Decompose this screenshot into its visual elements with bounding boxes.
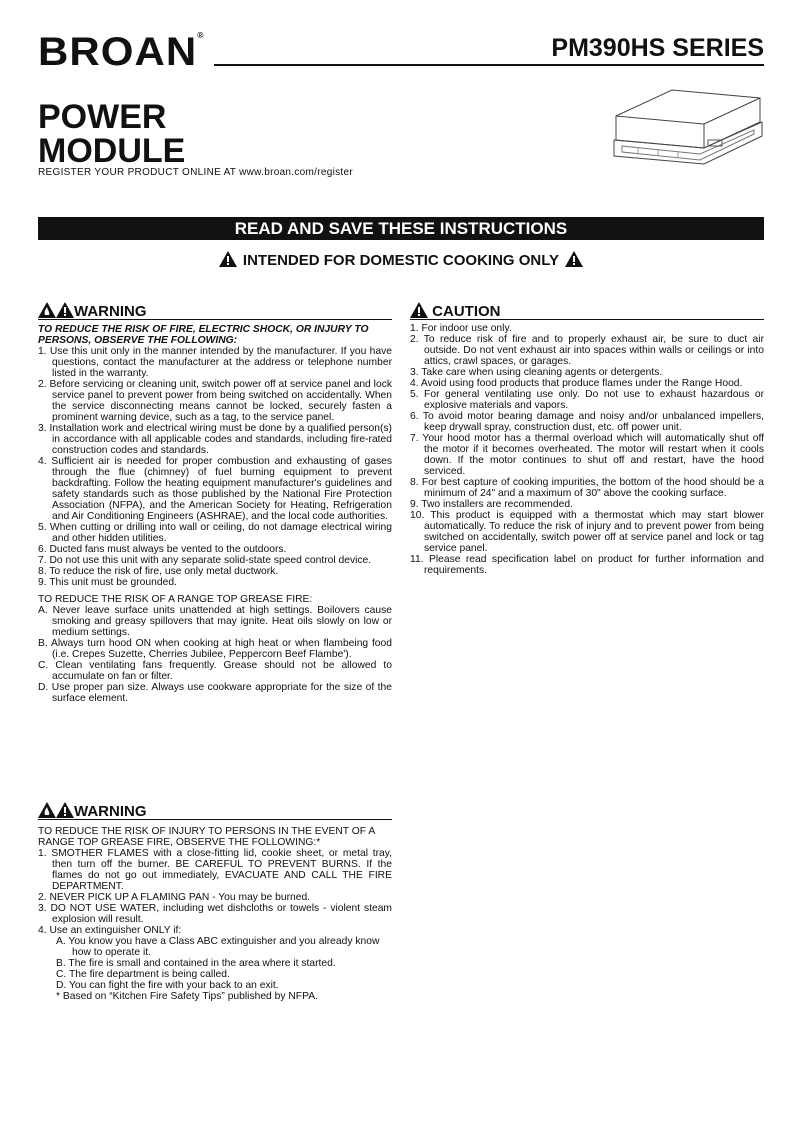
list-item: 4. Sufficient air is needed for proper combustion and exhausting of gases through the flue (chimney) of fuel burning equipment to prevent backdrafting. Follow the heating equipment manufacturer's guidelines and safety standards such as those published by the National Fire Protection Association (NFPA), and the American Society for Heating, Refrigeration and Air Conditioning Engineers (ASHRAE), and the local code authorities. xyxy=(38,456,392,522)
warning-triangle-icon xyxy=(410,302,428,318)
list-item: 7. Your hood motor has a thermal overload which will automatically shut off the motor if it becomes overheated. The motor will restart when it cools down. If the motor continues to shut off and restart, have the hood serviced. xyxy=(410,433,764,477)
list-item: 2. Before servicing or cleaning unit, switch power off at service panel and lock service panel to prevent power from being switched on accidentally. When the service disconnecting means cannot be locked, securely fasten a prominent warning device, such as a tag, to the service panel. xyxy=(38,379,392,423)
fire-hazard-icon xyxy=(38,302,56,318)
sub-item: D. You can fight the fire with your back to an exit. xyxy=(56,980,279,991)
sub-item: C. The fire department is being called. xyxy=(56,969,230,980)
warning-section-2 xyxy=(38,802,392,1002)
list-item: 8. To reduce the risk of fire, use only metal ductwork. xyxy=(38,566,279,577)
list-item: 9. Two installers are recommended. xyxy=(410,499,573,510)
list-item: 2. NEVER PICK UP A FLAMING PAN - You may be burned. xyxy=(38,892,311,903)
sub-item: A. You know you have a Class ABC extinguisher and you already know how to operate it. xyxy=(56,936,380,958)
list-item: 1. SMOTHER FLAMES with a close-fitting lid, cookie sheet, or metal tray, then turn off the burner. BE CAREFUL TO PREVENT BURNS. If the flames do not go out immediately, EVACUATE AND CALL THE FIRE DEPARTMENT. xyxy=(38,848,392,892)
list-item: 11. Please read specification label on product for further information and requirements. xyxy=(410,554,764,576)
list-item: 2. To reduce risk of fire and to properly exhaust air, be sure to duct air outside. Do not vent exhaust air into spaces within walls or ceilings or into attics, crawl spaces, or garages. xyxy=(410,334,764,367)
warning-lead: TO REDUCE THE RISK OF FIRE, ELECTRIC SHOCK, OR INJURY TO PERSONS, OBSERVE THE FOLLOWING: xyxy=(38,324,369,346)
brand-logo: BROAN® xyxy=(38,30,205,74)
grease-fire-lead: TO REDUCE THE RISK OF A RANGE TOP GREASE FIRE: xyxy=(38,594,313,605)
list-item: 6. Ducted fans must always be vented to the outdoors. xyxy=(38,544,287,555)
caution-heading: CAUTION xyxy=(410,302,764,320)
header-divider xyxy=(214,64,764,66)
list-item: A. Never leave surface units unattended at high settings. Boilovers cause smoking and greasy spillovers that may ignite. Heat oils slowly on low or medium settings. xyxy=(38,605,392,638)
list-item: 5. For general ventilating use only. Do not use to exhaust hazardous or explosive materials and vapors. xyxy=(410,389,764,411)
list-item: 1. For indoor use only. xyxy=(410,323,512,334)
range-hood-illustration xyxy=(608,86,766,192)
list-item: D. Use proper pan size. Always use cookware appropriate for the size of the surface element. xyxy=(38,682,392,704)
list-item: 10. This product is equipped with a thermostat which may start blower automatically. To reduce the risk of injury and to prevent power from being switched on accidentally, switch power off at service panel and lock or tag service panel. xyxy=(410,510,764,554)
warning-triangle-icon xyxy=(219,251,237,267)
list-item: 6. To avoid motor bearing damage and noisy and/or unbalanced impellers, keep drywall spray, construction dust, etc. off power unit. xyxy=(410,411,764,433)
list-item: 4. Avoid using food products that produce flames under the Range Hood. xyxy=(410,378,743,389)
list-item: 3. Installation work and electrical wiring must be done by a qualified person(s) in accordance with all applicable codes and standards, including fire-rated construction codes and standards. xyxy=(38,423,392,456)
page-title: POWER MODULE xyxy=(38,98,186,170)
domestic-use-notice: INTENDED FOR DOMESTIC COOKING ONLY xyxy=(38,251,764,269)
warning-lead: TO REDUCE THE RISK OF INJURY TO PERSONS IN THE EVENT OF A RANGE TOP GREASE FIRE, OBSERVE THE FOLLOWING:* xyxy=(38,826,375,848)
list-item: 3. DO NOT USE WATER, including wet dishcloths or towels - violent steam explosion will result. xyxy=(38,903,392,925)
list-item: 9. This unit must be grounded. xyxy=(38,577,177,588)
warning-triangle-icon xyxy=(56,802,74,818)
list-item: 8. For best capture of cooking impurities, the bottom of the hood should be a minimum of 24" and a maximum of 30" above the cooking surface. xyxy=(410,477,764,499)
warning-section xyxy=(38,302,392,704)
read-save-banner: READ AND SAVE THESE INSTRUCTIONS xyxy=(38,217,764,240)
warning-heading: WARNING xyxy=(38,302,392,320)
sub-item: B. The fire is small and contained in the area where it started. xyxy=(56,958,336,969)
register-text: REGISTER YOUR PRODUCT ONLINE AT www.broan.com/register xyxy=(38,167,353,178)
fire-hazard-icon xyxy=(38,802,56,818)
list-item: 5. When cutting or drilling into wall or ceiling, do not damage electrical wiring and other hidden utilities. xyxy=(38,522,392,544)
warning-heading: WARNING xyxy=(38,802,392,820)
list-item: 7. Do not use this unit with any separate solid-state speed control device. xyxy=(38,555,372,566)
caution-section xyxy=(410,302,764,576)
list-item: 3. Take care when using cleaning agents or detergents. xyxy=(410,367,663,378)
list-item: B. Always turn hood ON when cooking at high heat or when flambeing food (i.e. Crepes Suzette, Cherries Jubilee, Peppercorn Beef Flambe'). xyxy=(38,638,392,660)
footnote: * Based on “Kitchen Fire Safety Tips” published by NFPA. xyxy=(56,991,318,1002)
list-item: 4. Use an extinguisher ONLY if: xyxy=(38,925,182,936)
list-item: C. Clean ventilating fans frequently. Grease should not be allowed to accumulate on fan or filter. xyxy=(38,660,392,682)
series-title: PM390HS SERIES xyxy=(551,34,764,62)
warning-triangle-icon xyxy=(56,302,74,318)
warning-triangle-icon xyxy=(565,251,583,267)
list-item: 1. Use this unit only in the manner intended by the manufacturer. If you have questions, contact the manufacturer at the address or telephone number listed in the warranty. xyxy=(38,346,392,379)
